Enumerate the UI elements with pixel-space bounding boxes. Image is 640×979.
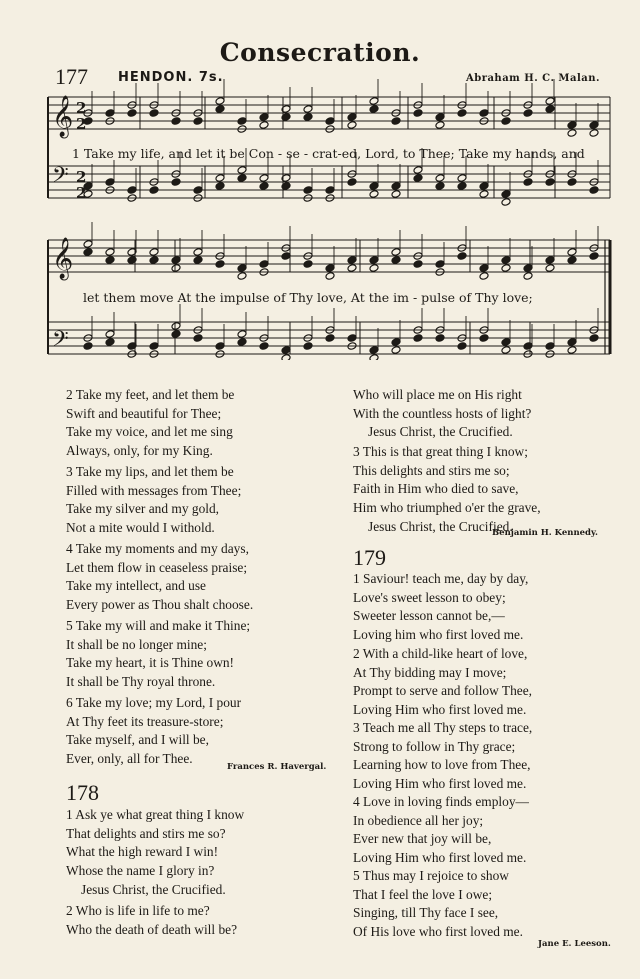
hymn-number-178: 178	[66, 780, 99, 805]
stanza-178-1: 1 Ask ye what great thing I know That delights and stirs me so? What the high reward I win! Whose the name I glory in? Jesus Christ, the Crucified.	[66, 807, 245, 897]
stanza-178-2-cont: Who will place me on His right With the countless hosts of light? Jesus Christ, the Crucified.	[353, 387, 532, 440]
svg-text:2: 2	[76, 184, 87, 202]
stanza-179-4: 4 Love in loving finds employ— In obedience all her joy; Ever new that joy will be, Loving Him who first loved me.	[353, 794, 529, 866]
stanza-178-3: 3 This is that great thing I know; This delights and stirs me so; Faith in Him who died to save, Him who triumphed o'er the grave, Jesus Christ, the Crucified.	[353, 444, 541, 534]
lyric-line-1: 1 Take my life, and let it be Con - se - crat-ed, Lord, to Thee; Take my hands, and	[72, 146, 585, 161]
stanza-179-1: 1 Saviour! teach me, day by day, Love's sweet lesson to obey; Sweeter lesson cannot be,— Loving him who first loved me.	[353, 571, 529, 643]
stanza-179-3: 3 Teach me all Thy steps to trace, Strong to follow in Thy grace; Learning how to love from Thee, Loving Him who first loved me.	[353, 720, 533, 792]
author-179: Jane E. Leeson.	[538, 939, 611, 949]
stanza-179-5: 5 Thus may I rejoice to show That I feel the love I owe; Singing, till Thy face I see, Of His love who first loved me.	[353, 868, 523, 940]
stanza-177-5: 5 Take my will and make it Thine; It shall be no longer mine; Take my heart, it is Thine own! It shall be Thy royal throne.	[66, 618, 251, 690]
hymn-number-177: 177	[55, 64, 88, 89]
stanza-179-2: 2 With a child-like heart of love, At Thy bidding may I move; Prompt to serve and follow Thee, Loving Him who first loved me.	[353, 646, 533, 718]
stanza-178-2: 2 Who is life in life to me? Who the death of death will be?	[66, 903, 238, 937]
author-177: Frances R. Havergal.	[227, 762, 327, 772]
svg-text:2: 2	[76, 115, 87, 133]
page-title: Consecration.	[219, 38, 421, 67]
stanza-177-3: 3 Take my lips, and let them be Filled with messages from Thee; Take my silver and my gold, Not a mite would I withold.	[66, 464, 242, 536]
lyric-line-2: let them move At the impulse of Thy love, At the im - pulse of Thy love;	[83, 290, 533, 305]
stanza-177-2: 2 Take my feet, and let them be Swift and beautiful for Thee; Take my voice, and let me sing Always, only, for my King.	[66, 387, 235, 459]
tune-name: HENDON. 7s.	[118, 70, 224, 85]
svg-text:2: 2	[76, 168, 87, 186]
hymn-number-179: 179	[353, 545, 386, 570]
stanza-177-6: 6 Take my love; my Lord, I pour At Thy feet its treasure-store; Take myself, and I will be, Ever, only, all for Thee.	[66, 695, 242, 767]
author-178: Benjamin H. Kennedy.	[492, 528, 598, 538]
svg-text:𝄞: 𝄞	[52, 96, 74, 137]
svg-text:𝄞: 𝄞	[52, 238, 74, 279]
svg-text:𝄢: 𝄢	[52, 327, 69, 357]
svg-text:𝄢: 𝄢	[52, 163, 69, 193]
music-score	[0, 0, 640, 360]
composer-credit: Abraham H. C. Malan.	[465, 73, 600, 84]
stanza-177-4: 4 Take my moments and my days, Let them flow in ceaseless praise; Take my intellect, and use Every power as Thou shalt choose.	[66, 541, 254, 613]
svg-text:2: 2	[76, 99, 87, 117]
